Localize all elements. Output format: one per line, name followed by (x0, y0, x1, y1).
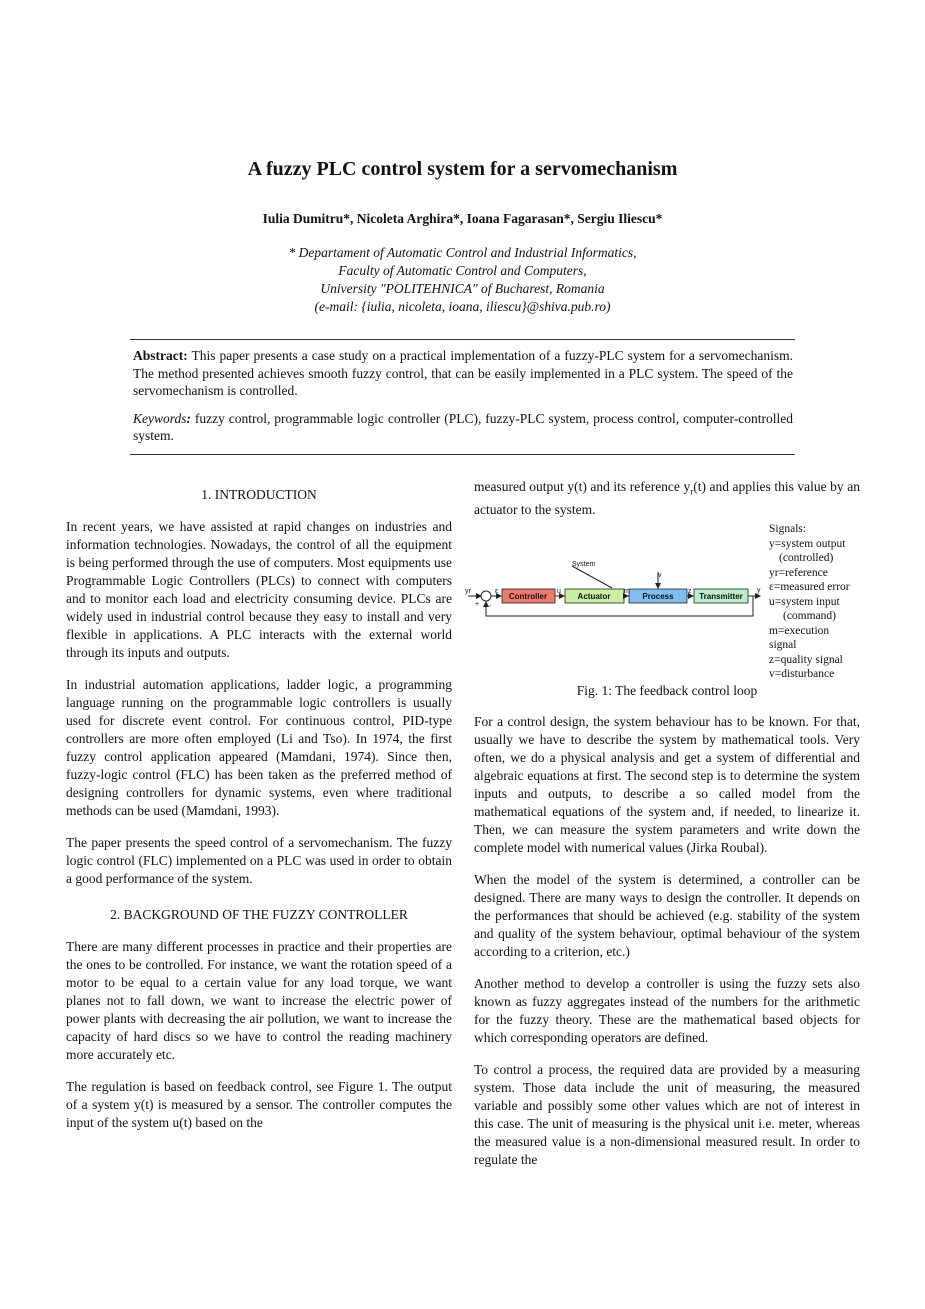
quality-label: z (688, 588, 692, 595)
minus-sign: - (489, 603, 492, 610)
system-pointer-line (572, 566, 612, 588)
paragraph: measured output y(t) and its reference $y_r(t)$ and applies this value by an actuator to the system. (474, 479, 860, 517)
plus-sign: + (475, 601, 480, 608)
author-list: Iulia Dumitru*, Nicoleta Arghira*, Ioana Fagarasan*, Sergiu Iliescu* (262, 211, 663, 226)
controller-label: Controller (508, 592, 548, 601)
abstract-text: This paper presents a case study on a practical implementation of a fuzzy-PLC system for a servomechanism. The method presented achieves smooth fuzzy control, that can be easily implemented in a PLC system. The speed of the servomechanism is controlled. (133, 348, 793, 398)
affiliation-line: * Departament of Automatic Control and Industrial Informatics, (288, 245, 637, 260)
affiliation-block (0, 244, 925, 316)
affiliation-email: (e-mail: {iulia, nicoleta, ioana, iliescu}@shiva.pub.ro) (314, 299, 611, 314)
paragraph: The paper presents the speed control of a servomechanism. The fuzzy logic control (FLC) implemented on a PLC was used in order to obtain a good performance of the system. (66, 835, 452, 886)
legend-item: u=system input (769, 595, 840, 608)
keywords-paragraph (133, 410, 793, 445)
system-label: System (572, 561, 596, 568)
error-label: ε (495, 588, 499, 595)
abstract-paragraph (133, 347, 793, 400)
paragraph: To control a process, the required data are provided by a measuring system. Those data include the unit of measuring, the measured variable and possibly some other values which are not of interest in this case. The unit of measuring is the physical unit i.e. meter, whereas the measured value is a non-dimensional measured result. In order to regulate the (474, 1062, 860, 1167)
output-label: y (757, 587, 761, 594)
disturbance-label: v (658, 572, 662, 579)
section-heading-background: 2. BACKGROUND OF THE FUZZY CONTROLLER (110, 907, 408, 922)
legend-item: (controlled) (779, 552, 834, 564)
execution-label: m (624, 588, 630, 595)
keywords-label: Keywords (133, 410, 187, 426)
process-label: Process (642, 592, 674, 601)
paragraph: In recent years, we have assisted at rapid changes on industries and information technologies. Nowadays, the control of all the equipment is being performed through the use of computers. Most equipments use Programmable Logic Controllers (PLCs) to connect with computers and to monitor each load and electricity consuming device. PLCs are widely used in industrial control because they easy to install and very flexible in applications. A PLC interacts with the external world through its inputs and outputs. (66, 519, 452, 660)
left-column (66, 486, 452, 1146)
legend-item: ε=measured error (769, 581, 850, 593)
legend-item: signal (769, 639, 797, 651)
abstract-top-rule (130, 339, 795, 340)
legend-item: (command) (783, 610, 837, 622)
summing-junction (481, 591, 491, 601)
legend-item: v=disturbance (769, 668, 835, 680)
paragraph: There are many different processes in practice and their properties are the ones to be controlled. For instance, we want the rotation speed of a motor to be equal to a certain value for any load torque, we want planes not to fall down, we want to increase the electric power of power plants with decreasing the air pollution, we want to increase the capacity of hard discs so we have to control the reading machinery more accurately etc. (66, 939, 452, 1062)
paper-title: A fuzzy PLC control system for a servomechanism (247, 158, 678, 180)
transmitter-label: Transmitter (699, 592, 743, 601)
actuator-label: Actuator (577, 592, 611, 601)
affiliation-line: University "POLITEHNICA" of Bucharest, Romania (320, 281, 605, 296)
signals-legend (769, 522, 850, 682)
keywords-text: fuzzy control, programmable logic controller (PLC), fuzzy-PLC system, process control, computer-controlled system. (133, 410, 793, 443)
paragraph: The regulation is based on feedback control, see Figure 1. The output of a system y(t) is measured by a sensor. The controller computes the input of the system u(t) based on the (66, 1079, 452, 1130)
paragraph: For a control design, the system behaviour has to be known. For that, usually we have to describe the system by mathematical tools. Very often, we do a physical analysis and get a system of differential and algebraic equations at first. The second step is to determine the system inputs and outputs, to describe a so called model from the mathematical equations of the system and, if needed, to linearize it. Then, we can measure the system parameters and write down the complete model with numerical values (Jirka Roubal). (474, 714, 860, 855)
paragraph: When the model of the system is determined, a controller can be designed. There are many ways to design the controller. It depends on the performances that should be achieved (e.g. stability of the system and quality of the system behaviour, optimal behaviour of the system according to a criterion, etc.) (474, 872, 860, 959)
legend-item: y=system output (769, 537, 846, 550)
reference-label: yr (465, 588, 471, 595)
signals-legend-title: Signals: (769, 523, 807, 535)
legend-item: yr=reference (769, 566, 828, 579)
abstract-bottom-rule (130, 454, 795, 455)
figure-caption: Fig. 1: The feedback control loop (576, 683, 758, 698)
abstract-label: Abstract: (133, 348, 188, 363)
right-column-body (474, 713, 860, 1183)
paragraph: Another method to develop a controller is using the fuzzy sets also known as fuzzy aggregates instead of the numbers for the arithmetic for the fuzzy theory. These are the mathematical based objects for which corresponding operators are defined. (474, 976, 860, 1045)
affiliation-line: Faculty of Automatic Control and Computers, (338, 263, 587, 278)
keywords-colon: : (186, 410, 191, 426)
paragraph: In industrial automation applications, ladder logic, a programming language running on the programmable logic controllers is usually used for discrete event control. For continuous control, PID-type controllers are more often employed (Li and Tso). In 1974, the first fuzzy control application appeared (Mamdani, 1974). Since then, fuzzy-logic control (FLC) has been taken as the preferred method of designing controllers for dynamic systems, even where traditional methods can be used (Mamdani, 1993). (66, 677, 452, 818)
legend-item: m=execution (769, 624, 830, 637)
legend-item: z=quality signal (769, 653, 843, 666)
abstract-block (133, 347, 793, 455)
section-heading-introduction: 1. INTRODUCTION (201, 487, 317, 502)
command-label: u (557, 588, 561, 595)
